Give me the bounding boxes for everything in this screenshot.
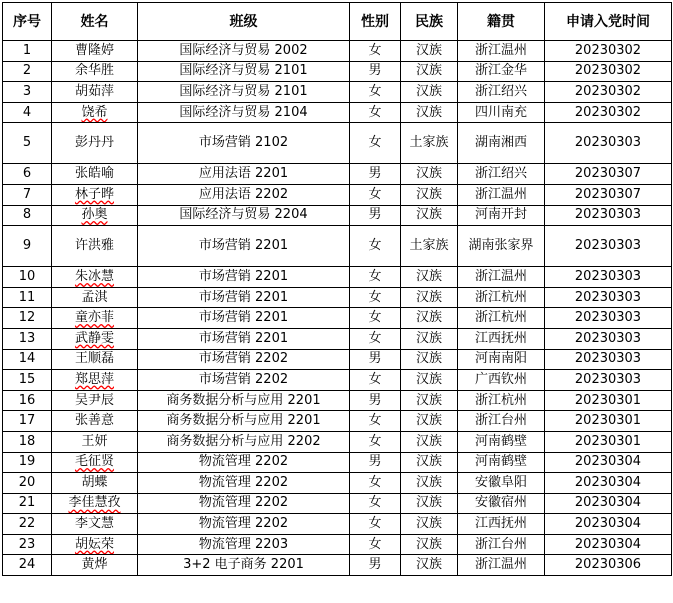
cell-date: 20230304 <box>545 514 672 535</box>
cell-name: 李文慧 <box>52 514 138 535</box>
cell-gender: 女 <box>350 184 401 205</box>
cell-class: 3+2 电子商务 2201 <box>138 555 350 576</box>
cell-ethnic: 汉族 <box>401 184 458 205</box>
cell-no: 2 <box>3 61 52 82</box>
cell-ethnic: 汉族 <box>401 555 458 576</box>
cell-gender: 女 <box>350 514 401 535</box>
cell-name: 黄烨 <box>52 555 138 576</box>
cell-name: 王妍 <box>52 431 138 452</box>
cell-no: 17 <box>3 411 52 432</box>
cell-class: 物流管理 2202 <box>138 452 350 473</box>
cell-no: 7 <box>3 184 52 205</box>
cell-class: 应用法语 2202 <box>138 184 350 205</box>
cell-gender: 男 <box>350 61 401 82</box>
cell-ethnic: 汉族 <box>401 493 458 514</box>
table-row <box>3 349 672 370</box>
header-gender: 性别 <box>350 3 401 41</box>
cell-class: 市场营销 2201 <box>138 267 350 288</box>
table-row <box>3 102 672 123</box>
cell-name: 余华胜 <box>52 61 138 82</box>
cell-origin: 浙江温州 <box>458 184 545 205</box>
cell-class: 市场营销 2202 <box>138 370 350 391</box>
cell-gender: 女 <box>350 308 401 329</box>
cell-name: 林子晔 <box>52 184 138 205</box>
table-row <box>3 473 672 494</box>
cell-class: 物流管理 2202 <box>138 514 350 535</box>
cell-name: 郑思萍 <box>52 370 138 391</box>
cell-ethnic: 汉族 <box>401 61 458 82</box>
cell-date: 20230301 <box>545 431 672 452</box>
cell-ethnic: 汉族 <box>401 308 458 329</box>
cell-date: 20230302 <box>545 102 672 123</box>
cell-date: 20230303 <box>545 267 672 288</box>
cell-no: 11 <box>3 287 52 308</box>
cell-origin: 浙江台州 <box>458 534 545 555</box>
cell-date: 20230304 <box>545 534 672 555</box>
cell-gender: 女 <box>350 82 401 103</box>
cell-class: 市场营销 2201 <box>138 308 350 329</box>
cell-ethnic: 汉族 <box>401 431 458 452</box>
cell-name: 饶希 <box>52 102 138 123</box>
cell-date: 20230303 <box>545 226 672 267</box>
cell-origin: 浙江绍兴 <box>458 164 545 185</box>
cell-origin: 江西抚州 <box>458 328 545 349</box>
cell-gender: 男 <box>350 555 401 576</box>
cell-date: 20230303 <box>545 205 672 226</box>
cell-name: 胡蝶 <box>52 473 138 494</box>
table-row <box>3 390 672 411</box>
cell-name: 张善意 <box>52 411 138 432</box>
cell-ethnic: 汉族 <box>401 164 458 185</box>
cell-ethnic: 汉族 <box>401 370 458 391</box>
cell-name: 胡茹萍 <box>52 82 138 103</box>
cell-origin: 浙江杭州 <box>458 287 545 308</box>
cell-gender: 女 <box>350 534 401 555</box>
cell-date: 20230303 <box>545 308 672 329</box>
table-row <box>3 555 672 576</box>
table-row <box>3 41 672 62</box>
cell-ethnic: 汉族 <box>401 514 458 535</box>
cell-gender: 女 <box>350 102 401 123</box>
cell-gender: 男 <box>350 164 401 185</box>
cell-date: 20230307 <box>545 164 672 185</box>
cell-no: 20 <box>3 473 52 494</box>
header-ethnic: 民族 <box>401 3 458 41</box>
cell-ethnic: 汉族 <box>401 328 458 349</box>
applicant-table <box>2 2 672 576</box>
cell-no: 21 <box>3 493 52 514</box>
cell-date: 20230301 <box>545 411 672 432</box>
cell-name: 李佳慧孜 <box>52 493 138 514</box>
cell-class: 商务数据分析与应用 2201 <box>138 390 350 411</box>
cell-class: 市场营销 2202 <box>138 349 350 370</box>
table-row <box>3 267 672 288</box>
cell-origin: 广西钦州 <box>458 370 545 391</box>
table-row <box>3 370 672 391</box>
cell-no: 14 <box>3 349 52 370</box>
cell-class: 商务数据分析与应用 2202 <box>138 431 350 452</box>
cell-ethnic: 汉族 <box>401 349 458 370</box>
cell-no: 23 <box>3 534 52 555</box>
cell-date: 20230303 <box>545 370 672 391</box>
cell-ethnic: 汉族 <box>401 534 458 555</box>
table-row <box>3 328 672 349</box>
cell-ethnic: 汉族 <box>401 205 458 226</box>
cell-name: 朱冰慧 <box>52 267 138 288</box>
cell-date: 20230304 <box>545 452 672 473</box>
cell-date: 20230306 <box>545 555 672 576</box>
cell-name: 孙奥 <box>52 205 138 226</box>
cell-date: 20230303 <box>545 287 672 308</box>
cell-no: 15 <box>3 370 52 391</box>
cell-origin: 河南鹤壁 <box>458 452 545 473</box>
cell-class: 物流管理 2202 <box>138 493 350 514</box>
cell-class: 国际经济与贸易 2104 <box>138 102 350 123</box>
cell-no: 8 <box>3 205 52 226</box>
cell-gender: 女 <box>350 493 401 514</box>
cell-date: 20230302 <box>545 82 672 103</box>
cell-no: 12 <box>3 308 52 329</box>
cell-name: 王顺磊 <box>52 349 138 370</box>
header-origin: 籍贯 <box>458 3 545 41</box>
cell-origin: 湖南张家界 <box>458 226 545 267</box>
cell-date: 20230302 <box>545 41 672 62</box>
cell-origin: 浙江杭州 <box>458 390 545 411</box>
cell-date: 20230304 <box>545 493 672 514</box>
table-row <box>3 514 672 535</box>
cell-date: 20230303 <box>545 123 672 164</box>
cell-origin: 河南鹤壁 <box>458 431 545 452</box>
table-row <box>3 493 672 514</box>
cell-no: 9 <box>3 226 52 267</box>
table-row <box>3 452 672 473</box>
cell-name: 胡妘荣 <box>52 534 138 555</box>
cell-gender: 男 <box>350 390 401 411</box>
cell-ethnic: 汉族 <box>401 102 458 123</box>
cell-ethnic: 土家族 <box>401 226 458 267</box>
cell-gender: 女 <box>350 473 401 494</box>
cell-class: 市场营销 2201 <box>138 226 350 267</box>
cell-name: 许洪雅 <box>52 226 138 267</box>
cell-class: 物流管理 2203 <box>138 534 350 555</box>
cell-date: 20230301 <box>545 390 672 411</box>
cell-origin: 河南南阳 <box>458 349 545 370</box>
header-no: 序号 <box>3 3 52 41</box>
cell-no: 5 <box>3 123 52 164</box>
cell-gender: 男 <box>350 205 401 226</box>
cell-ethnic: 汉族 <box>401 41 458 62</box>
cell-origin: 浙江杭州 <box>458 308 545 329</box>
cell-origin: 安徽宿州 <box>458 493 545 514</box>
table-row <box>3 61 672 82</box>
table-row <box>3 164 672 185</box>
table-row <box>3 534 672 555</box>
cell-class: 国际经济与贸易 2101 <box>138 61 350 82</box>
cell-no: 19 <box>3 452 52 473</box>
cell-origin: 江西抚州 <box>458 514 545 535</box>
table-row <box>3 308 672 329</box>
cell-class: 国际经济与贸易 2204 <box>138 205 350 226</box>
cell-ethnic: 汉族 <box>401 473 458 494</box>
cell-gender: 男 <box>350 452 401 473</box>
cell-class: 商务数据分析与应用 2201 <box>138 411 350 432</box>
header-row <box>3 3 672 41</box>
cell-name: 曹隆婷 <box>52 41 138 62</box>
cell-gender: 女 <box>350 431 401 452</box>
cell-name: 孟淇 <box>52 287 138 308</box>
cell-gender: 女 <box>350 226 401 267</box>
table-row <box>3 82 672 103</box>
cell-origin: 浙江金华 <box>458 61 545 82</box>
cell-ethnic: 土家族 <box>401 123 458 164</box>
table-row <box>3 287 672 308</box>
cell-ethnic: 汉族 <box>401 411 458 432</box>
cell-origin: 浙江温州 <box>458 555 545 576</box>
cell-ethnic: 汉族 <box>401 267 458 288</box>
cell-origin: 浙江温州 <box>458 41 545 62</box>
cell-origin: 浙江温州 <box>458 267 545 288</box>
table-row <box>3 184 672 205</box>
cell-name: 吴尹辰 <box>52 390 138 411</box>
table-row <box>3 205 672 226</box>
cell-date: 20230302 <box>545 61 672 82</box>
cell-gender: 女 <box>350 267 401 288</box>
cell-class: 物流管理 2202 <box>138 473 350 494</box>
cell-name: 张皓喻 <box>52 164 138 185</box>
cell-date: 20230303 <box>545 328 672 349</box>
cell-date: 20230307 <box>545 184 672 205</box>
cell-name: 毛征贤 <box>52 452 138 473</box>
table-row <box>3 431 672 452</box>
cell-date: 20230304 <box>545 473 672 494</box>
cell-class: 市场营销 2102 <box>138 123 350 164</box>
cell-gender: 女 <box>350 287 401 308</box>
cell-gender: 女 <box>350 41 401 62</box>
cell-no: 3 <box>3 82 52 103</box>
cell-date: 20230303 <box>545 349 672 370</box>
cell-name: 彭丹丹 <box>52 123 138 164</box>
cell-origin: 浙江绍兴 <box>458 82 545 103</box>
cell-ethnic: 汉族 <box>401 452 458 473</box>
cell-ethnic: 汉族 <box>401 390 458 411</box>
cell-gender: 女 <box>350 370 401 391</box>
table-row <box>3 123 672 164</box>
cell-no: 10 <box>3 267 52 288</box>
cell-gender: 男 <box>350 349 401 370</box>
header-class: 班级 <box>138 3 350 41</box>
cell-class: 应用法语 2201 <box>138 164 350 185</box>
cell-no: 4 <box>3 102 52 123</box>
cell-gender: 女 <box>350 328 401 349</box>
cell-class: 市场营销 2201 <box>138 328 350 349</box>
cell-no: 13 <box>3 328 52 349</box>
cell-origin: 四川南充 <box>458 102 545 123</box>
cell-no: 22 <box>3 514 52 535</box>
table-row <box>3 411 672 432</box>
cell-origin: 河南开封 <box>458 205 545 226</box>
cell-ethnic: 汉族 <box>401 287 458 308</box>
cell-no: 24 <box>3 555 52 576</box>
cell-no: 18 <box>3 431 52 452</box>
cell-name: 童亦菲 <box>52 308 138 329</box>
cell-class: 国际经济与贸易 2002 <box>138 41 350 62</box>
cell-gender: 女 <box>350 411 401 432</box>
cell-origin: 安徽阜阳 <box>458 473 545 494</box>
cell-class: 国际经济与贸易 2101 <box>138 82 350 103</box>
cell-origin: 浙江台州 <box>458 411 545 432</box>
cell-no: 1 <box>3 41 52 62</box>
table-row <box>3 226 672 267</box>
header-name: 姓名 <box>52 3 138 41</box>
cell-no: 16 <box>3 390 52 411</box>
cell-no: 6 <box>3 164 52 185</box>
cell-origin: 湖南湘西 <box>458 123 545 164</box>
cell-gender: 女 <box>350 123 401 164</box>
cell-name: 武静雯 <box>52 328 138 349</box>
cell-class: 市场营销 2201 <box>138 287 350 308</box>
cell-ethnic: 汉族 <box>401 82 458 103</box>
header-date: 申请入党时间 <box>545 3 672 41</box>
